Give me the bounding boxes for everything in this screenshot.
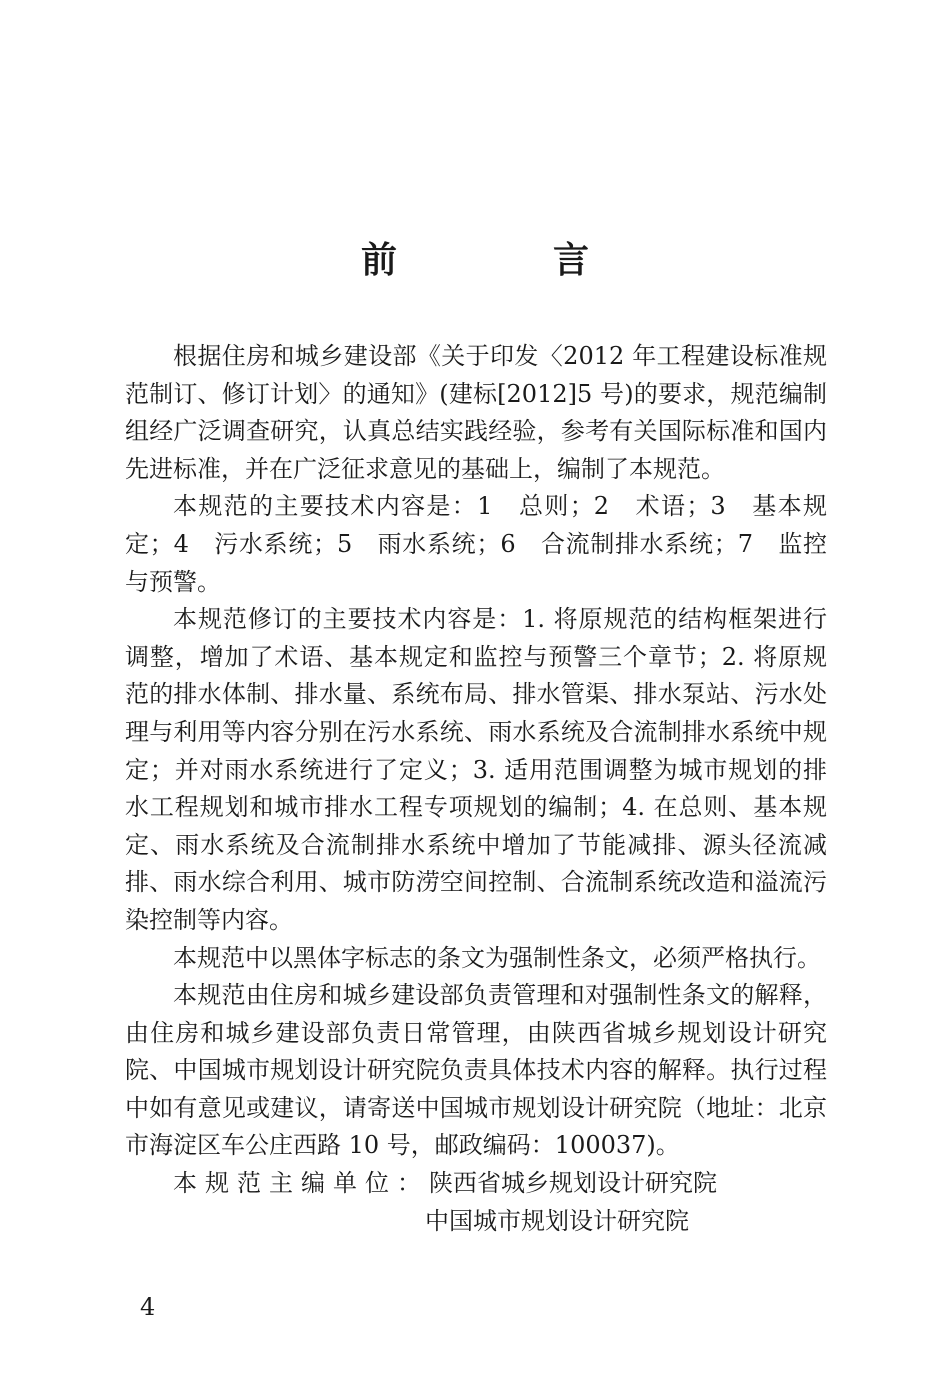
chief-editor-unit-2: 中国城市规划设计研究院 [425, 1206, 689, 1235]
paragraph-basis: 根据住房和城乡建设部《关于印发〈2012 年工程建设标准规范制订、修订计划〉的通知》(建标[2012]5 号)的要求，规范编制组经广泛调查研究，认真总结实践经验，参考有关国际标准和国内先进标准，并在广泛征求意见的基础上，编制了本规范。 [125, 342, 827, 483]
chief-editor-units [125, 1165, 827, 1240]
preface-body [125, 338, 827, 1240]
paragraph-management: 本规范由住房和城乡建设部负责管理和对强制性条文的解释，由住房和城乡建设部负责日常管理，由陕西省城乡规划设计研究院、中国城市规划设计研究院负责具体技术内容的解释。执行过程中如有意见或建议，请寄送中国城市规划设计研究院（地址：北京市海淀区车公庄西路 10 号，邮政编码：100037)。 [125, 981, 827, 1160]
page-number: 4 [140, 1293, 156, 1321]
paragraph-mandatory-clauses: 本规范中以黑体字标志的条文为强制性条文，必须严格执行。 [173, 943, 821, 972]
paragraph-revision-content: 本规范修订的主要技术内容是：1. 将原规范的结构框架进行调整，增加了术语、基本规定和监控与预警三个章节；2. 将原规范的排水体制、排水量、系统布局、排水管渠、排水泵站、污水处理与利用等内容分别在污水系统、雨水系统及合流制排水系统中规定；并对雨水系统进行了定义；3. 适用范围调整为城市规划的排水工程规划和城市排水工程专项规划的编制；4. 在总则、基本规定、雨水系统及合流制排水系统中增加了节能减排、源头径流减排、雨水综合利用、城市防涝空间控制、合流制系统改造和溢流污染控制等内容。 [125, 605, 827, 934]
page-title: 前 言 [360, 240, 649, 281]
chief-editor-unit-1: 陕西省城乡规划设计研究院 [429, 1169, 717, 1198]
paragraph-main-content: 本规范的主要技术内容是：1 总则；2 术语；3 基本规定；4 污水系统；5 雨水系统；6 合流制排水系统；7 监控与预警。 [125, 492, 827, 596]
chief-editor-label: 本规范主编单位： [173, 1169, 429, 1198]
